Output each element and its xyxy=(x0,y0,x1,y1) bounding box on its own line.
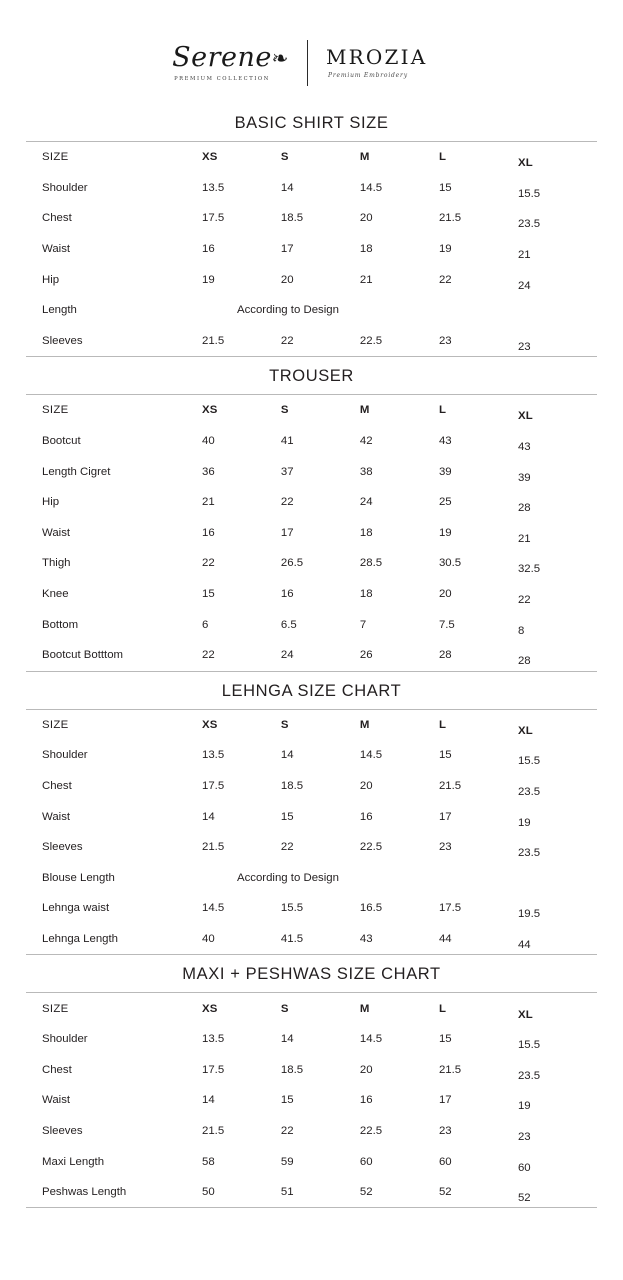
header-size: SIZE xyxy=(42,1002,69,1015)
cell-xl: 23.5 xyxy=(517,218,541,231)
table-wrap xyxy=(26,141,597,357)
table-row xyxy=(26,609,597,640)
row-label: Length Cigret xyxy=(42,465,111,478)
cell-l: 19 xyxy=(438,243,452,256)
table-header-row xyxy=(26,142,597,173)
cell-xl: 23 xyxy=(517,1130,531,1143)
header-l: L xyxy=(438,404,447,417)
row-merged-note: According to Design xyxy=(236,871,339,884)
cell-s: 6.5 xyxy=(280,618,297,631)
cell-m: 21 xyxy=(359,273,373,286)
row-label: Bottom xyxy=(42,618,79,631)
cell-s: 20 xyxy=(280,273,294,286)
cell-xl: 15.5 xyxy=(517,187,541,200)
cell-xl: 32.5 xyxy=(517,563,541,576)
cell-xs: 16 xyxy=(201,526,215,539)
table-row xyxy=(26,1146,597,1177)
cell-m: 28.5 xyxy=(359,557,383,570)
cell-l: 28 xyxy=(438,649,452,662)
cell-xl: 28 xyxy=(517,502,531,515)
cell-l: 22 xyxy=(438,273,452,286)
table-row xyxy=(26,771,597,802)
cell-xs: 21.5 xyxy=(201,334,225,347)
cell-m: 38 xyxy=(359,465,373,478)
cell-m: 43 xyxy=(359,932,373,945)
basic-shirt-table xyxy=(26,142,597,356)
cell-l: 21.5 xyxy=(438,212,462,225)
table-row xyxy=(26,893,597,924)
row-label: Chest xyxy=(42,1063,72,1076)
header-xl: XL xyxy=(517,157,533,170)
cell-m: 14.5 xyxy=(359,181,383,194)
cell-m: 20 xyxy=(359,212,373,225)
table-row xyxy=(26,1054,597,1085)
cell-xl: 43 xyxy=(517,441,531,454)
row-label: Chest xyxy=(42,212,72,225)
cell-s: 41.5 xyxy=(280,932,304,945)
row-label: Hip xyxy=(42,496,60,509)
row-label: Sleeves xyxy=(42,334,83,347)
table-row xyxy=(26,326,597,357)
row-merged-note: According to Design xyxy=(236,304,339,317)
header-xs: XS xyxy=(201,151,218,164)
cell-l: 52 xyxy=(438,1186,452,1199)
row-label: Shoulder xyxy=(42,749,88,762)
cell-m: 22.5 xyxy=(359,334,383,347)
cell-m: 18 xyxy=(359,526,373,539)
table-row xyxy=(26,1116,597,1147)
cell-xs: 14.5 xyxy=(201,902,225,915)
cell-l: 7.5 xyxy=(438,618,455,631)
table-row xyxy=(26,548,597,579)
cell-xs: 16 xyxy=(201,243,215,256)
cell-l: 17.5 xyxy=(438,902,462,915)
cell-m: 14.5 xyxy=(359,749,383,762)
cell-s: 24 xyxy=(280,649,294,662)
cell-s: 51 xyxy=(280,1186,294,1199)
cell-xs: 13.5 xyxy=(201,749,225,762)
cell-m: 16 xyxy=(359,810,373,823)
row-label: Sleeves xyxy=(42,1124,83,1137)
cell-m: 24 xyxy=(359,496,373,509)
cell-xs: 21.5 xyxy=(201,1124,225,1137)
table-wrap xyxy=(26,394,597,671)
cell-s: 15.5 xyxy=(280,902,304,915)
cell-xs: 21.5 xyxy=(201,841,225,854)
cell-l: 15 xyxy=(438,181,452,194)
cell-xs: 13.5 xyxy=(201,1033,225,1046)
cell-s: 17 xyxy=(280,526,294,539)
table-row xyxy=(26,924,597,955)
header-m: M xyxy=(359,404,370,417)
header-m: M xyxy=(359,718,370,731)
cell-l: 23 xyxy=(438,334,452,347)
header-xs: XS xyxy=(201,1002,218,1015)
cell-l: 19 xyxy=(438,526,452,539)
header-s: S xyxy=(280,718,289,731)
row-label: Maxi Length xyxy=(42,1155,105,1168)
cell-m: 18 xyxy=(359,588,373,601)
cell-m: 18 xyxy=(359,243,373,256)
cell-l: 44 xyxy=(438,932,452,945)
row-label: Bootcut xyxy=(42,435,81,448)
header-size: SIZE xyxy=(42,718,69,731)
cell-xl: 44 xyxy=(517,938,531,951)
table-row xyxy=(26,426,597,457)
table-row xyxy=(26,173,597,204)
row-label: Lehnga waist xyxy=(42,902,110,915)
cell-l: 17 xyxy=(438,810,452,823)
header-l: L xyxy=(438,1002,447,1015)
row-label: Waist xyxy=(42,526,71,539)
cell-m: 26 xyxy=(359,649,373,662)
section-basic-shirt xyxy=(26,114,597,357)
cell-s: 59 xyxy=(280,1155,294,1168)
cell-m: 7 xyxy=(359,618,367,631)
table-wrap xyxy=(26,992,597,1208)
section-title: LEHNGA SIZE CHART xyxy=(221,681,402,700)
header-m: M xyxy=(359,151,370,164)
header-size: SIZE xyxy=(42,404,69,417)
cell-xs: 58 xyxy=(201,1155,215,1168)
cell-xl: 24 xyxy=(517,279,531,292)
brand-mrozia xyxy=(326,47,476,79)
cell-xs: 14 xyxy=(201,810,215,823)
cell-xl: 23.5 xyxy=(517,1069,541,1082)
cell-xl: 23.5 xyxy=(517,785,541,798)
cell-xs: 21 xyxy=(201,496,215,509)
row-label: Thigh xyxy=(42,557,71,570)
cell-s: 18.5 xyxy=(280,212,304,225)
cell-s: 22 xyxy=(280,841,294,854)
cell-xl: 21 xyxy=(517,532,531,545)
cell-xs: 14 xyxy=(201,1094,215,1107)
cell-l: 30.5 xyxy=(438,557,462,570)
cell-s: 18.5 xyxy=(280,779,304,792)
cell-xs: 15 xyxy=(201,588,215,601)
cell-xs: 40 xyxy=(201,435,215,448)
row-label: Bootcut Botttom xyxy=(42,649,124,662)
cell-xs: 13.5 xyxy=(201,181,225,194)
header-m: M xyxy=(359,1002,370,1015)
cell-m: 16 xyxy=(359,1094,373,1107)
cell-xl: 19 xyxy=(517,1100,531,1113)
cell-s: 18.5 xyxy=(280,1063,304,1076)
cell-l: 15 xyxy=(438,1033,452,1046)
cell-xl: 22 xyxy=(517,594,531,607)
cell-l: 15 xyxy=(438,749,452,762)
cell-m: 20 xyxy=(359,1063,373,1076)
cell-s: 37 xyxy=(280,465,294,478)
brand-serene-text: Serene xyxy=(172,42,272,73)
cell-xs: 22 xyxy=(201,557,215,570)
table-row xyxy=(26,234,597,265)
cell-s: 22 xyxy=(280,1124,294,1137)
cell-xs: 36 xyxy=(201,465,215,478)
cell-l: 21.5 xyxy=(438,779,462,792)
cell-s: 14 xyxy=(280,181,294,194)
table-row xyxy=(26,295,597,326)
table-header-row xyxy=(26,710,597,741)
cell-l: 39 xyxy=(438,465,452,478)
cell-m: 42 xyxy=(359,435,373,448)
row-label: Waist xyxy=(42,810,71,823)
cell-l: 25 xyxy=(438,496,452,509)
header-size: SIZE xyxy=(42,151,69,164)
cell-l: 43 xyxy=(438,435,452,448)
cell-xl: 60 xyxy=(517,1161,531,1174)
cell-m: 52 xyxy=(359,1186,373,1199)
brand-header xyxy=(26,0,597,104)
cell-s: 22 xyxy=(280,334,294,347)
section-maxi-peshwas xyxy=(26,965,597,1208)
cell-xs: 17.5 xyxy=(201,779,225,792)
brand-serene-tagline: PREMIUM COLLECTION xyxy=(174,76,270,82)
cell-s: 15 xyxy=(280,810,294,823)
cell-s: 14 xyxy=(280,1033,294,1046)
cell-xs: 17.5 xyxy=(201,1063,225,1076)
brand-mrozia-tagline: Premium Embroidery xyxy=(328,72,408,79)
table-row xyxy=(26,518,597,549)
cell-s: 15 xyxy=(280,1094,294,1107)
cell-s: 16 xyxy=(280,588,294,601)
cell-xl: 19 xyxy=(517,816,531,829)
header-xs: XS xyxy=(201,718,218,731)
cell-xs: 22 xyxy=(201,649,215,662)
section-title: TROUSER xyxy=(269,367,354,386)
section-trouser xyxy=(26,367,597,671)
cell-xl: 15.5 xyxy=(517,1039,541,1052)
cell-xl: 15.5 xyxy=(517,755,541,768)
table-wrap xyxy=(26,709,597,956)
cell-xl: 39 xyxy=(517,471,531,484)
header-l: L xyxy=(438,718,447,731)
cell-xl: 28 xyxy=(517,655,531,668)
cell-xs: 17.5 xyxy=(201,212,225,225)
cell-xs: 50 xyxy=(201,1186,215,1199)
lehnga-table xyxy=(26,710,597,955)
cell-s: 22 xyxy=(280,496,294,509)
cell-l: 20 xyxy=(438,588,452,601)
cell-s: 17 xyxy=(280,243,294,256)
maxi-peshwas-table xyxy=(26,993,597,1207)
cell-xl: 21 xyxy=(517,249,531,262)
cell-l: 17 xyxy=(438,1094,452,1107)
row-label: Blouse Length xyxy=(42,871,115,884)
table-header-row xyxy=(26,395,597,426)
header-s: S xyxy=(280,404,289,417)
row-label: Waist xyxy=(42,1094,71,1107)
cell-m: 14.5 xyxy=(359,1033,383,1046)
cell-xl: 23 xyxy=(517,340,531,353)
row-label: Hip xyxy=(42,273,60,286)
header-xs: XS xyxy=(201,404,218,417)
cell-s: 41 xyxy=(280,435,294,448)
brand-serene xyxy=(147,44,297,82)
row-label: Chest xyxy=(42,779,72,792)
cell-l: 23 xyxy=(438,841,452,854)
row-label: Lehnga Length xyxy=(42,932,119,945)
row-label: Knee xyxy=(42,588,69,601)
cell-l: 21.5 xyxy=(438,1063,462,1076)
brand-mrozia-name: MROZIA xyxy=(326,45,428,69)
cell-xl: 23.5 xyxy=(517,847,541,860)
row-label: Length xyxy=(42,304,77,317)
section-lehnga xyxy=(26,682,597,956)
header-s: S xyxy=(280,151,289,164)
cell-xl: 19.5 xyxy=(517,908,541,921)
table-row xyxy=(26,740,597,771)
header-xl: XL xyxy=(517,1008,533,1021)
cell-xl: 52 xyxy=(517,1192,531,1205)
table-row xyxy=(26,801,597,832)
header-xl: XL xyxy=(517,724,533,737)
table-row xyxy=(26,832,597,863)
table-row xyxy=(26,203,597,234)
cell-s: 14 xyxy=(280,749,294,762)
table-row xyxy=(26,1177,597,1208)
row-label: Waist xyxy=(42,243,71,256)
trouser-table xyxy=(26,395,597,670)
cell-l: 23 xyxy=(438,1124,452,1137)
row-label: Peshwas Length xyxy=(42,1186,127,1199)
table-row xyxy=(26,1085,597,1116)
row-label: Shoulder xyxy=(42,1033,88,1046)
brand-divider xyxy=(307,40,308,86)
cell-m: 60 xyxy=(359,1155,373,1168)
cell-m: 22.5 xyxy=(359,1124,383,1137)
row-label: Shoulder xyxy=(42,181,88,194)
cell-s: 26.5 xyxy=(280,557,304,570)
cell-m: 20 xyxy=(359,779,373,792)
leaf-icon: ❧ xyxy=(271,46,289,70)
section-title: BASIC SHIRT SIZE xyxy=(234,114,389,132)
table-row xyxy=(26,456,597,487)
header-l: L xyxy=(438,151,447,164)
brand-serene-name xyxy=(172,42,289,73)
cell-xs: 40 xyxy=(201,932,215,945)
table-row xyxy=(26,640,597,671)
table-row xyxy=(26,487,597,518)
table-row xyxy=(26,264,597,295)
table-row xyxy=(26,1024,597,1055)
table-header-row xyxy=(26,993,597,1024)
table-row xyxy=(26,579,597,610)
section-title: MAXI + PESHWAS SIZE CHART xyxy=(182,965,441,984)
cell-m: 16.5 xyxy=(359,902,383,915)
cell-m: 22.5 xyxy=(359,841,383,854)
cell-xl: 8 xyxy=(517,624,525,637)
row-label: Sleeves xyxy=(42,841,83,854)
cell-l: 60 xyxy=(438,1155,452,1168)
cell-xs: 19 xyxy=(201,273,215,286)
table-row xyxy=(26,862,597,893)
header-xl: XL xyxy=(517,410,533,423)
cell-xs: 6 xyxy=(201,618,209,631)
header-s: S xyxy=(280,1002,289,1015)
